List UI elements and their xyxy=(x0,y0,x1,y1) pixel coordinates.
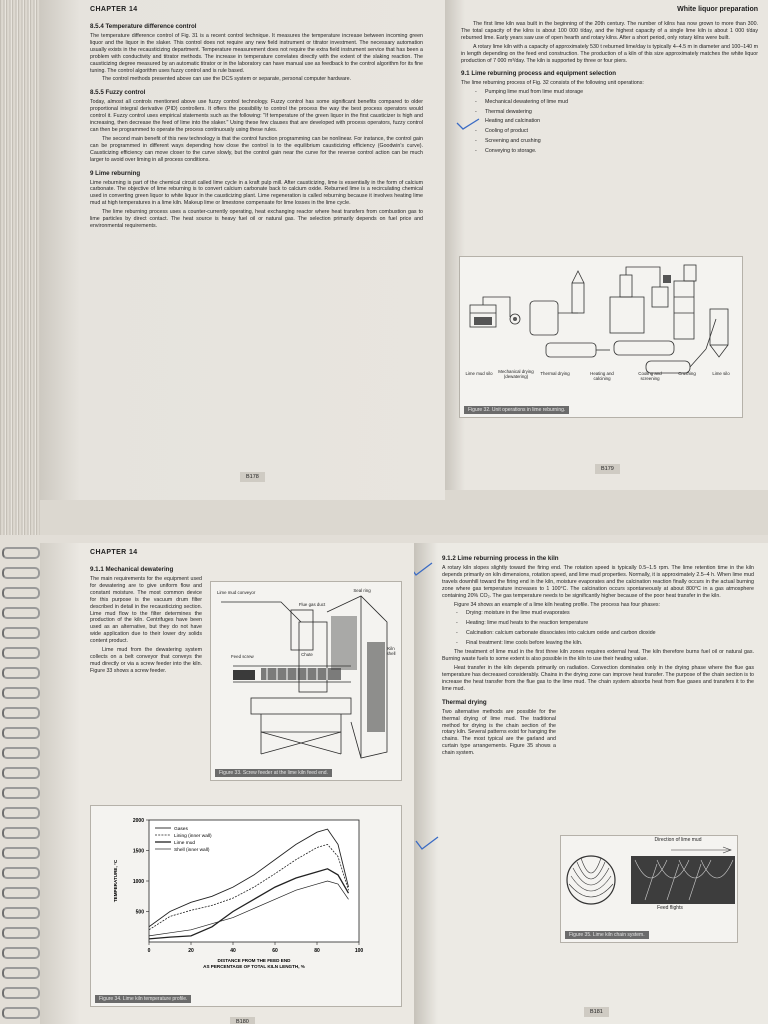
list-item: - Pumping lime mud from lime mud storage xyxy=(485,89,758,95)
text-column xyxy=(442,709,556,757)
y-tick-label: 500 xyxy=(135,909,144,916)
diagram-label: Feed flights xyxy=(657,905,683,911)
section-heading: 9.1.1 Mechanical dewatering xyxy=(90,566,174,573)
chapter-heading: CHAPTER 14 xyxy=(90,6,138,13)
paragraph: Two alternative methods are possible for the thermal drying of lime mud. The traditional method for drying is the chain section of the rotary kiln. Several patterns exist for hanging the chains. The most typical are the garland and curtain type arrangements. Figure 35 shows a chain system. xyxy=(442,708,556,757)
y-tick-label: 2000 xyxy=(132,818,144,824)
diagram-label: Feed screw xyxy=(231,654,254,659)
text-column xyxy=(90,566,202,675)
section-heading: 9.1.2 Lime reburning process in the kiln xyxy=(442,555,559,562)
list-item: - Calcination: calcium carbonate dissociates into calcium oxide and carbon dioxide xyxy=(466,630,754,636)
unit-operations-list xyxy=(461,89,758,153)
page-number: B179 xyxy=(595,464,620,474)
figure-33 xyxy=(210,581,402,781)
legend-entry: Lining (inner wall) xyxy=(174,833,212,839)
diagram-label: Chute xyxy=(301,652,313,657)
x-tick-label: 80 xyxy=(314,948,320,954)
book-edge xyxy=(0,0,40,535)
legend-entry: Gases xyxy=(174,826,188,832)
pen-checkmark xyxy=(414,561,434,577)
page-b180 xyxy=(40,543,414,1024)
paragraph: Lime reburning is part of the chemical circuit called lime cycle in a kraft pulp mill. After causticizing, lime is essentially in the form of calcium carbonate. The objective of lime reburning is to convert calcium carbonate back to calcium oxide. Reburned lime is a recirculating chemical used in converting green liquor to white liquor in the causticizing plant. Lime regeneration is called reburning because it involves heating lime mud at high temperatures in a lime kiln. Makeup lime or limestone compensate for lime losses in the lime cycle. xyxy=(90,179,423,207)
bottom-spread xyxy=(0,535,768,1024)
paragraph: Heat transfer in the kiln depends primarily on radiation. Convection dominates only in the drying phase where the flue gas temperature has decreased considerably. Chains in the drying zone can improve heat transfer. The purpose of the chain section is to increase the heat transfer from the flue gas to the lime mud. The chain system absorbs heat from flue gases and transfers it to the lime mud. xyxy=(442,665,754,692)
running-head: White liquor preparation xyxy=(677,6,758,13)
figure-35 xyxy=(560,835,738,943)
section-heading: 8.5.5 Fuzzy control xyxy=(90,89,146,97)
figure-caption: Figure 33. Screw feeder at the lime kiln feed end. xyxy=(215,769,332,777)
figure-caption: Figure 34. Lime kiln temperature profile. xyxy=(95,995,191,1003)
legend-entry: Lime mud xyxy=(174,840,196,846)
page-number: B180 xyxy=(230,1017,255,1024)
paragraph: Figure 34 shows an example of a lime kiln heating profile. The process has four phases: xyxy=(454,601,661,608)
list-item: - Thermal dewatering xyxy=(485,109,758,115)
diagram-label: Heating and calcining xyxy=(590,371,614,381)
page-number: B181 xyxy=(584,1007,609,1017)
list-item: - Screening and crushing xyxy=(485,138,758,144)
x-axis-label: DISTANCE FROM THE FEED END xyxy=(217,958,291,963)
page-b181 xyxy=(414,543,768,1024)
x-tick-label: 0 xyxy=(147,948,151,954)
kiln-phases-list xyxy=(442,610,754,645)
list-item: - Conveying to storage. xyxy=(485,148,758,154)
list-item: - Heating and calcination xyxy=(485,118,758,124)
temperature-profile-chart xyxy=(91,806,401,991)
diagram-label: Lime mud silo xyxy=(465,371,493,376)
paragraph: Lime mud from the dewatering system collects on a belt conveyor that conveys the mud directly or via a screw feeder into the kiln. Figure 33 shows a screw feeder. xyxy=(90,647,202,674)
page-b179 xyxy=(445,0,768,490)
paragraph: The main requirements for the equipment used for dewatering are to give uniform flow and constant moisture. The most common device for this purpose is the vacuum drum filter described in detail in the recausticizing section. Lime mud flow to the filter determines the production of the kiln. Centrifuges have been used as an alternative, but they do not have wide application due to their lower dry solids content product. xyxy=(90,576,202,645)
spiral-binding xyxy=(0,535,40,1024)
chain-system-drawing xyxy=(561,836,737,932)
list-item: - Cooling of product xyxy=(485,128,758,134)
list-item: - Mechanical dewatering of lime mud xyxy=(485,99,758,105)
x-tick-label: 40 xyxy=(230,948,236,954)
paragraph: The first lime kiln was built in the beginning of the 20th century. The number of kilns has now grown to more than 300. The total capacity of the kilns is about 100 000 t/day, and the highest capacity of a single lime kiln is about 1 000 t/day reburned lime. Early years saw use of open hearth and rotary kilns. After a short period, only rotary kilns were built. xyxy=(461,21,758,41)
screw-feeder-drawing xyxy=(211,582,401,772)
paragraph: The lime reburning process uses a counter-currently operating, heat exchanging reactor where heat transfers from combustion gas to lime particles by direct contact. The heat source is heavy fuel oil or natural gas. The selection primarily depends on fuel price and environmental requirements. xyxy=(90,209,423,229)
section-heading: 9.1 Lime reburning process and equipment selection xyxy=(461,70,617,78)
section-heading: 8.5.4 Temperature difference control xyxy=(90,23,197,30)
paragraph: Today, almost all controls mentioned above use fuzzy control technology. Fuzzy control has some significant benefits compared to older proportional integral derivative (PID) controllers. It offers the possibility to control the process the way the best process operators would control it. Fuzzy control uses empirical statements such as the following: "If temperature of the green liquor in the first causticizer is high and increasing, then decrease the feed of lime into the slaker." Using these few clauses that are developed with process operators, fuzzy control can then be programmed to operate the process continuously using these rules. xyxy=(90,99,423,133)
paragraph: The temperature difference control of Fig. 31 is a recent control technique. It measures the temperature increase between incoming green liquor and the liquor in the slaker. This control does not require any new field instrument or titrator investment. The necessary automation usually exists in the recausticizing department. Temperature measurement does not require the extra field instrument service that has been a problem with conductivity and titrator methods. The increase in temperature correlates directly with the extent of the slaking reaction. The causticizing degree measured by an automatic titrator or in the laboratory can have manual use as feedback to the control algorithm for its fine tuning. The control algorithm uses fuzzy control and is rule based. xyxy=(90,33,424,74)
diagram-label: Crushing xyxy=(678,371,696,376)
paragraph: The lime reburning process of Fig. 32 consists of the following unit operations: xyxy=(461,80,644,87)
figure-caption: Figure 32. Unit operations in lime reburning. xyxy=(464,406,569,414)
diagram-label: Seal ring xyxy=(353,588,371,593)
diagram-label: Lime silo xyxy=(712,371,730,376)
page-number: B178 xyxy=(240,472,265,482)
section-heading: Thermal drying xyxy=(442,698,487,706)
x-tick-label: 60 xyxy=(272,948,278,954)
paragraph: A rotary lime kiln with a capacity of approximately 530 t reburned lime/day is typically 4–4.5 m in diameter and 100–140 m in length depending on the feed end construction. The production of a kiln of this size approximately matches the white liquor production of 7 000 m³/day. The kiln is supported by three or four piers. xyxy=(461,43,758,64)
list-item: - Heating: lime mud heats to the reaction temperature xyxy=(466,620,754,626)
pen-checkmark xyxy=(414,835,440,851)
section-heading: 9 Lime reburning xyxy=(90,169,141,177)
diagram-label: Thermal drying xyxy=(540,371,570,376)
x-tick-label: 100 xyxy=(354,948,364,954)
diagram-label: Flue gas duct xyxy=(298,602,326,607)
x-tick-label: 20 xyxy=(188,948,194,954)
paragraph: A rotary kiln slopes slightly toward the firing end. The rotation speed is typically 0.5–1.5 rpm. The lime retention time in the kiln depends primarily on kiln dimensions, rotation speed, and lime mud properties. Normally, it is approximately 2.5–4 h. When lime mud travels downhill toward the firing end in the kiln, moisture evaporates and the calcination reaction finally occurs in the actual burning zone where gas temperature increases to 1 100°C. The calcination occurs spontaneously at about 800°C in a gas atmosphere containing 20% CO₂. The gas temperature needs to be significantly higher because of the poor heat transfer in the kiln. xyxy=(442,565,754,599)
list-item: - Drying: moisture in the lime mud evaporates xyxy=(466,610,754,616)
legend-entry: Shell (inner wall) xyxy=(174,847,210,853)
figure-34 xyxy=(90,805,402,1007)
page-b178 xyxy=(40,0,445,500)
figure-32 xyxy=(459,256,743,418)
y-axis-label: TEMPERATURE, °C xyxy=(113,859,118,903)
paragraph: The treatment of lime mud in the first three kiln zones requires external heat. The kiln therefore burns fuel oil or natural gas. Burning waste fuels to some extent is also possible in the kiln to use their heating value. xyxy=(442,649,754,663)
pen-checkmark xyxy=(455,117,481,131)
diagram-label: Kiln shell xyxy=(386,646,396,656)
y-tick-label: 1000 xyxy=(132,879,144,885)
diagram-label: Lime mud conveyor xyxy=(217,590,256,595)
figure-caption: Figure 35. Lime kiln chain system. xyxy=(565,931,649,939)
diagram-label: Direction of lime mud xyxy=(654,837,702,843)
paragraph: The control methods presented above can use the DCS system or separate, personal computer hardware. xyxy=(102,76,352,83)
list-item: - Final treatment: lime cools before leaving the kiln. xyxy=(466,640,754,646)
diagram-label: Mechanical drying (dewatering) xyxy=(498,369,534,379)
chapter-heading: CHAPTER 14 xyxy=(90,549,138,556)
diagram-label: Cooling and screening xyxy=(638,371,662,381)
y-tick-label: 1500 xyxy=(132,848,144,855)
paragraph: The second main benefit of this new technology is that the control function programming can be nonlinear. For instance, the control gain can be programmed in different ways depending how close the control is to the equilibrium causticizing efficiency (Goodwin's curve). Causticizing efficiency can move closer to the curve slowly, but the control gain near the curve for the reverse control action can be much larger to avoid over liming in all process conditions. xyxy=(90,135,423,163)
x-axis-label: AS PERCENTAGE OF TOTAL KILN LENGTH, % xyxy=(203,964,305,969)
